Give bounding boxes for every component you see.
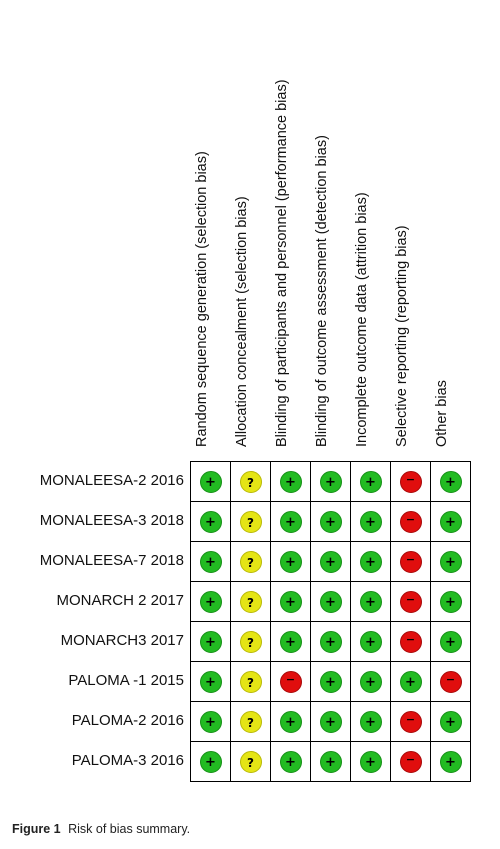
grid-cell (271, 542, 311, 582)
low-risk-marker: + (440, 591, 462, 613)
unclear-risk-marker: ? (240, 471, 262, 493)
column-header (310, 25, 350, 455)
grid-cell (431, 742, 471, 782)
grid-cell (351, 542, 391, 582)
column-header (230, 25, 270, 455)
low-risk-marker: + (280, 511, 302, 533)
grid-cell (391, 702, 431, 742)
column-header-label: Incomplete outcome data (attrition bias) (354, 192, 370, 447)
low-risk-marker: + (320, 551, 342, 573)
grid-cell (271, 462, 311, 502)
low-risk-marker: + (320, 711, 342, 733)
grid-cell (431, 462, 471, 502)
grid-cell (231, 462, 271, 502)
table-row (191, 582, 471, 622)
column-header-label: Allocation concealment (selection bias) (234, 196, 250, 447)
table-row (191, 622, 471, 662)
study-label: MONALEESA-3 2018 (39, 512, 184, 529)
grid-cell (231, 702, 271, 742)
grid-cell (191, 622, 231, 662)
grid-cell (391, 622, 431, 662)
grid-cell (191, 582, 231, 622)
risk-of-bias-grid (190, 461, 471, 782)
low-risk-marker: + (200, 711, 222, 733)
high-risk-marker: − (440, 671, 462, 693)
unclear-risk-marker: ? (240, 751, 262, 773)
high-risk-marker: − (400, 591, 422, 613)
table-row (191, 502, 471, 542)
table-row (191, 702, 471, 742)
grid-cell (191, 702, 231, 742)
grid-cell (431, 502, 471, 542)
low-risk-marker: + (360, 751, 382, 773)
unclear-risk-marker: ? (240, 711, 262, 733)
grid-cell (231, 742, 271, 782)
high-risk-marker: − (400, 511, 422, 533)
low-risk-marker: + (280, 751, 302, 773)
low-risk-marker: + (360, 511, 382, 533)
low-risk-marker: + (280, 711, 302, 733)
low-risk-marker: + (280, 551, 302, 573)
grid-cell (311, 582, 351, 622)
low-risk-marker: + (320, 631, 342, 653)
grid-cell (431, 542, 471, 582)
low-risk-marker: + (440, 511, 462, 533)
low-risk-marker: + (360, 591, 382, 613)
low-risk-marker: + (400, 671, 422, 693)
grid-cell (191, 742, 231, 782)
grid-cell (391, 462, 431, 502)
caption-text: Risk of bias summary. (68, 822, 191, 836)
table-row (191, 742, 471, 782)
unclear-risk-marker: ? (240, 631, 262, 653)
high-risk-marker: − (400, 631, 422, 653)
grid-cell (431, 622, 471, 662)
high-risk-marker: − (400, 711, 422, 733)
low-risk-marker: + (320, 751, 342, 773)
low-risk-marker: + (320, 671, 342, 693)
grid-cell (271, 502, 311, 542)
grid-cell (391, 502, 431, 542)
table-row (191, 462, 471, 502)
low-risk-marker: + (280, 591, 302, 613)
grid-cell (191, 462, 231, 502)
grid-cell (311, 502, 351, 542)
low-risk-marker: + (200, 591, 222, 613)
study-label: PALOMA-3 2016 (71, 752, 184, 769)
low-risk-marker: + (360, 711, 382, 733)
low-risk-marker: + (440, 751, 462, 773)
grid-cell (391, 582, 431, 622)
high-risk-marker: − (280, 671, 302, 693)
column-header (190, 25, 230, 455)
grid-cell (431, 582, 471, 622)
low-risk-marker: + (360, 551, 382, 573)
figure-caption (12, 822, 190, 836)
unclear-risk-marker: ? (240, 591, 262, 613)
low-risk-marker: + (320, 471, 342, 493)
grid-cell (351, 662, 391, 702)
study-label: PALOMA -1 2015 (68, 672, 184, 689)
column-header-label: Selective reporting (reporting bias) (394, 225, 410, 447)
grid-cell (231, 502, 271, 542)
grid-cell (351, 622, 391, 662)
table-row (191, 542, 471, 582)
low-risk-marker: + (440, 551, 462, 573)
low-risk-marker: + (320, 591, 342, 613)
grid-cell (271, 582, 311, 622)
low-risk-marker: + (320, 511, 342, 533)
column-header (390, 25, 430, 455)
study-label: MONALEESA-2 2016 (39, 472, 184, 489)
column-header-label: Other bias (434, 380, 450, 447)
grid-cell (231, 542, 271, 582)
low-risk-marker: + (200, 471, 222, 493)
grid-cell (431, 702, 471, 742)
unclear-risk-marker: ? (240, 551, 262, 573)
study-label: MONARCH 2 2017 (56, 592, 184, 609)
low-risk-marker: + (200, 551, 222, 573)
grid-cell (311, 742, 351, 782)
grid-cell (351, 582, 391, 622)
low-risk-marker: + (200, 751, 222, 773)
grid-cell (191, 662, 231, 702)
high-risk-marker: − (400, 751, 422, 773)
study-label: PALOMA-2 2016 (71, 712, 184, 729)
grid-cell (391, 742, 431, 782)
low-risk-marker: + (440, 711, 462, 733)
low-risk-marker: + (200, 631, 222, 653)
grid-cell (271, 662, 311, 702)
grid-cell (311, 542, 351, 582)
unclear-risk-marker: ? (240, 671, 262, 693)
table-row (191, 662, 471, 702)
grid-cell (351, 462, 391, 502)
column-header (350, 25, 390, 455)
grid-cell (311, 462, 351, 502)
low-risk-marker: + (200, 671, 222, 693)
study-label: MONALEESA-7 2018 (39, 552, 184, 569)
column-header-label: Random sequence generation (selection bias) (194, 151, 210, 447)
low-risk-marker: + (440, 471, 462, 493)
grid-cell (231, 662, 271, 702)
caption-label: Figure 1 (12, 822, 61, 836)
high-risk-marker: − (400, 471, 422, 493)
grid-cell (351, 502, 391, 542)
unclear-risk-marker: ? (240, 511, 262, 533)
grid-cell (191, 542, 231, 582)
grid-cell (271, 742, 311, 782)
grid-cell (391, 662, 431, 702)
grid-cell (191, 502, 231, 542)
column-header (430, 25, 470, 455)
column-header-label: Blinding of participants and personnel (performance bias) (274, 79, 290, 447)
low-risk-marker: + (200, 511, 222, 533)
column-header (270, 25, 310, 455)
low-risk-marker: + (280, 471, 302, 493)
grid-cell (231, 622, 271, 662)
column-header-label: Blinding of outcome assessment (detection bias) (314, 135, 330, 447)
low-risk-marker: + (360, 631, 382, 653)
grid-cell (271, 622, 311, 662)
grid-cell (351, 742, 391, 782)
grid-cell (351, 702, 391, 742)
high-risk-marker: − (400, 551, 422, 573)
low-risk-marker: + (360, 471, 382, 493)
grid-cell (231, 582, 271, 622)
grid-cell (391, 542, 431, 582)
low-risk-marker: + (360, 671, 382, 693)
study-label: MONARCH3 2017 (60, 632, 184, 649)
low-risk-marker: + (440, 631, 462, 653)
grid-cell (311, 702, 351, 742)
grid-cell (271, 702, 311, 742)
grid-cell (431, 662, 471, 702)
grid-cell (311, 662, 351, 702)
grid-cell (311, 622, 351, 662)
low-risk-marker: + (280, 631, 302, 653)
